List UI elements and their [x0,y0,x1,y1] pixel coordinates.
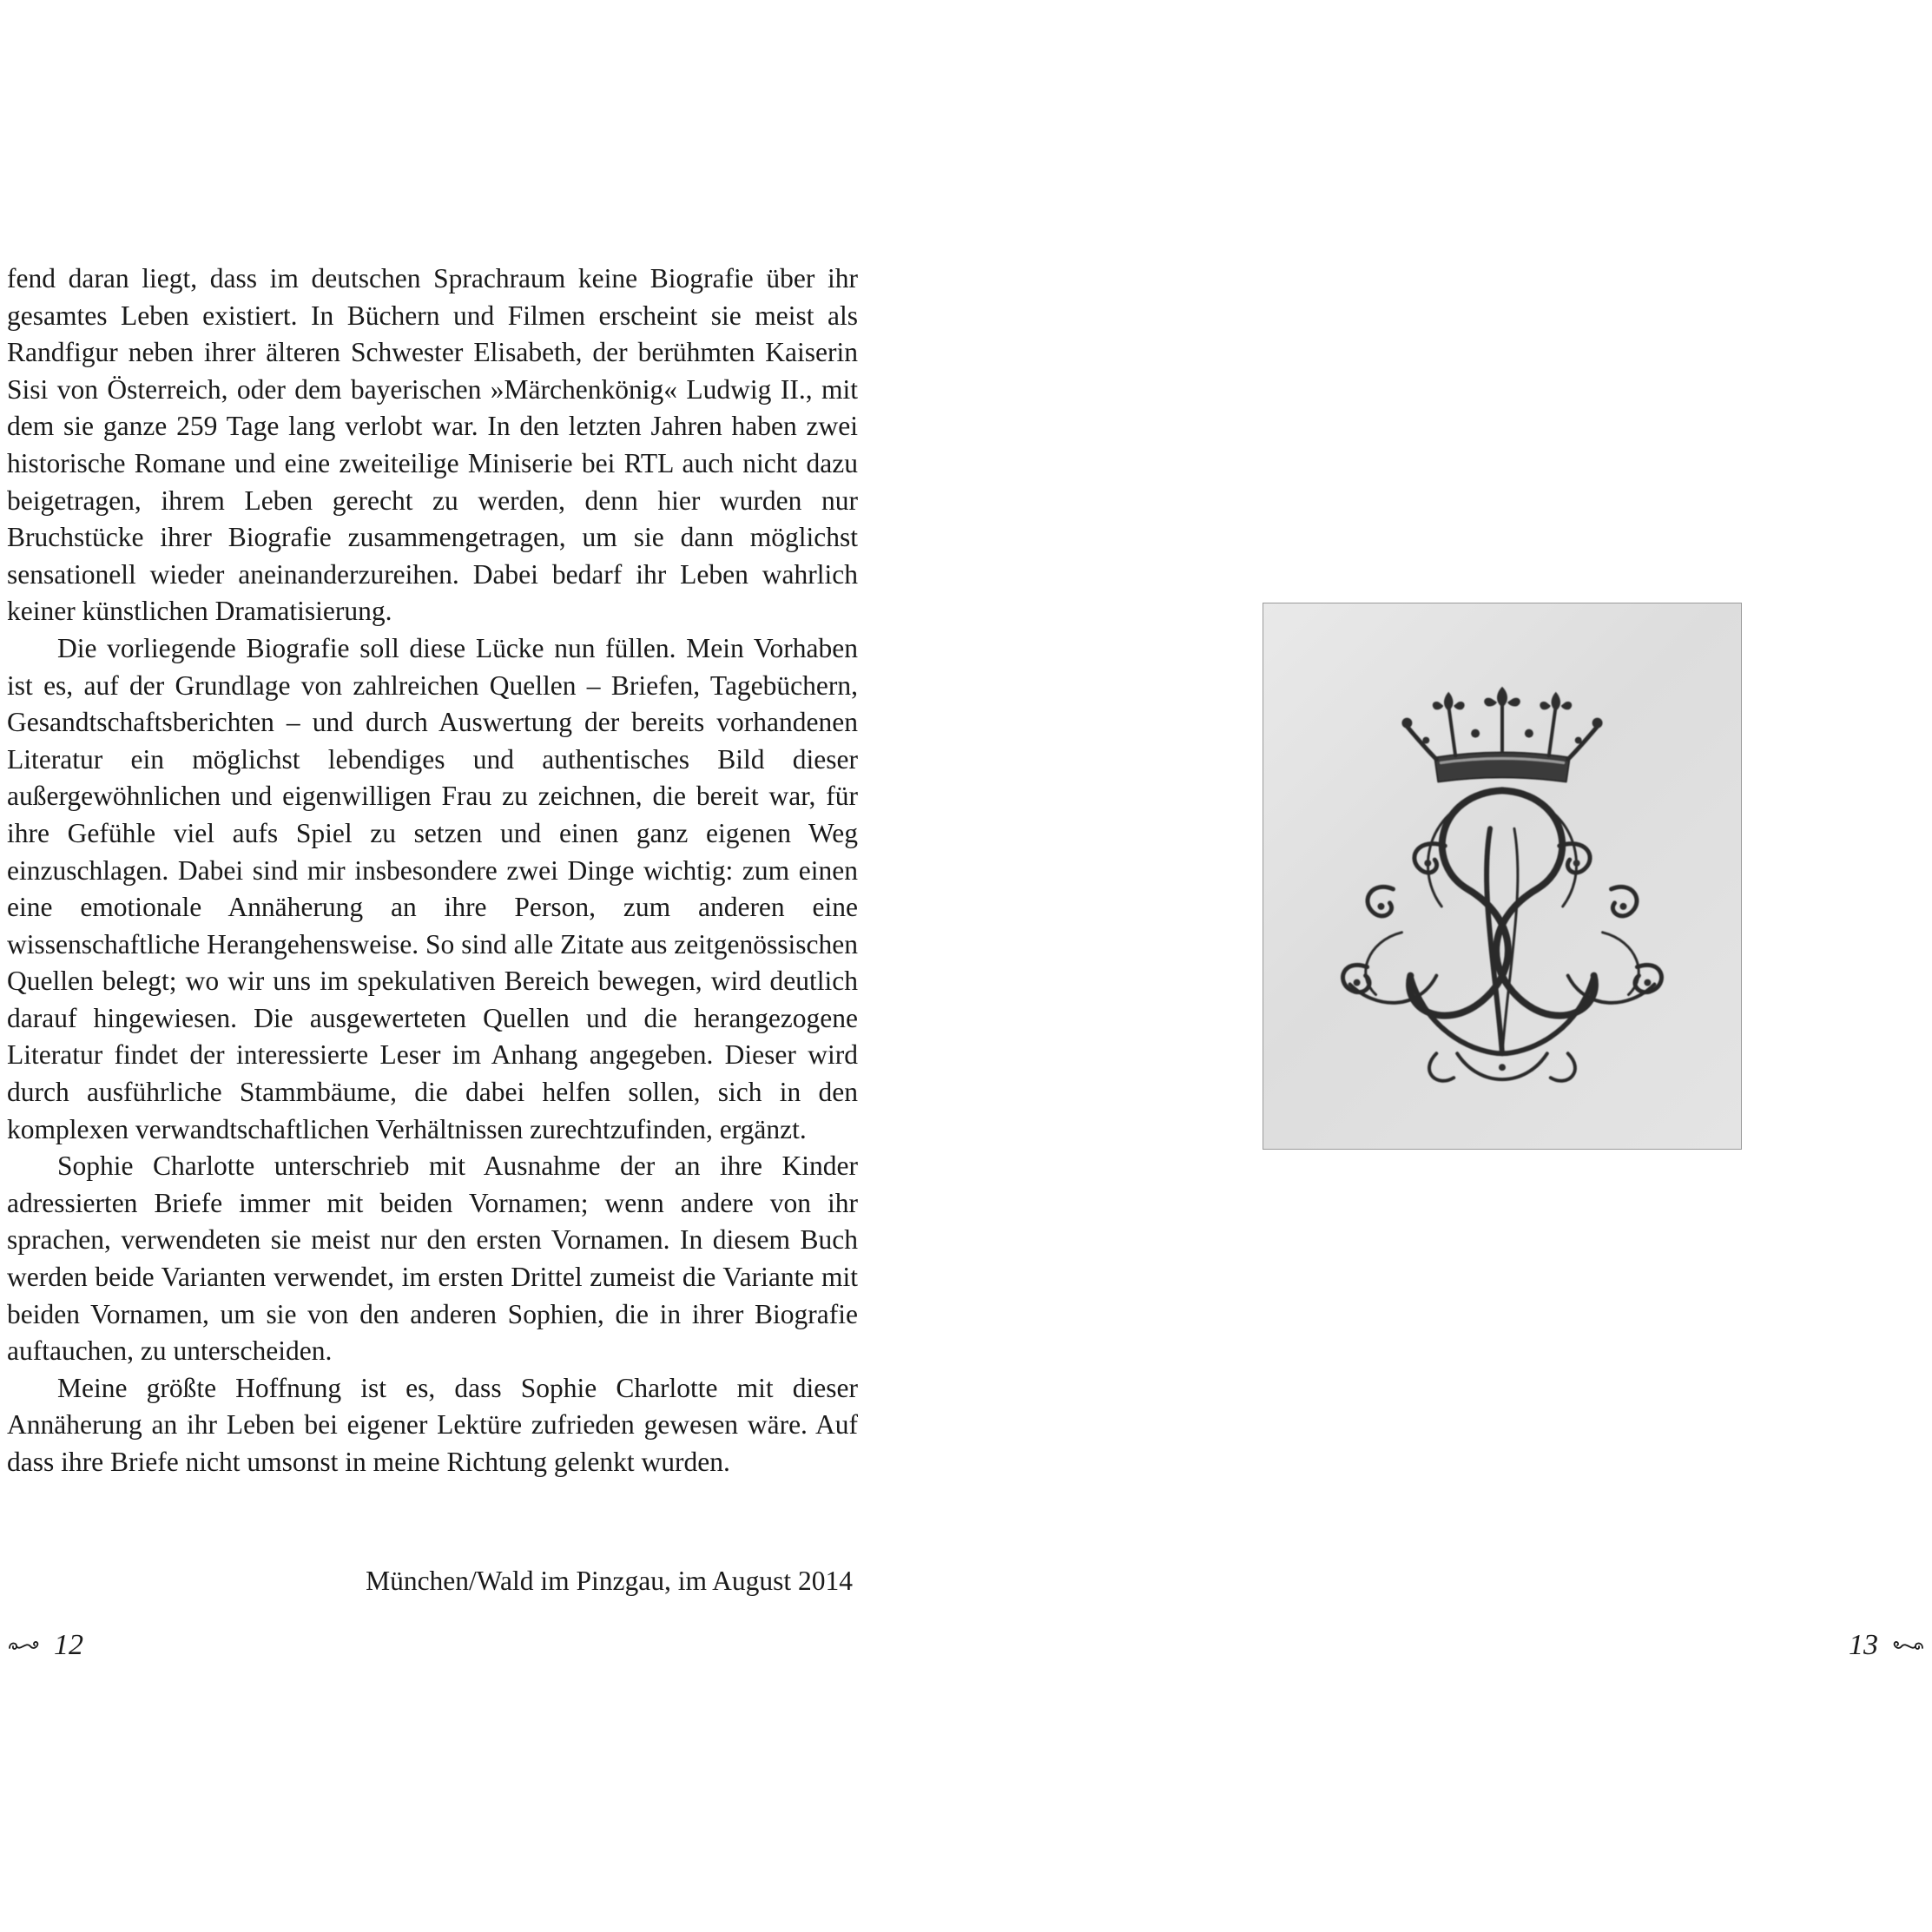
folio-left [7,1628,83,1663]
paragraph-2: Die vorliegende Biografie soll diese Lücke nun füllen. Mein Vorhaben ist es, auf der Grundlage von zahlreichen Quellen – Briefen, Tagebüchern, Gesandtschaftsberichten – und durch Auswertung der bereits vorhandenen Literatur ein möglichst lebendiges und authentisches Bild dieser außergewöhnlichen und eigenwilligen Frau zu zeichnen, die bereit war, für ihre Gefühle viel aufs Spiel zu setzen und einen ganz eigenen Weg einzuschlagen. Dabei sind mir insbesondere zwei Dinge wichtig: zum einen eine emotionale Annäherung an ihre Person, zum anderen eine wissenschaftliche Herangehensweise. So sind alle Zitate aus zeitgenössischen Quellen belegt; wo wir uns im spekulativen Bereich bewegen, wird deutlich darauf hingewiesen. Die ausgewerteten Quellen und die herangezogene Literatur findet der interessierte Leser im Anhang angegeben. Dieser wird durch ausführliche Stammbäume, die dabei helfen sollen, sich in den komplexen verwandtschaftlichen Verhältnissen zurechtzufinden, ergänzt. [7,632,858,1144]
folio-right [1849,1628,1925,1663]
monogram-figure [1263,603,1742,1150]
paragraph-1: fend daran liegt, dass im deutschen Sprachraum keine Biografie über ihr gesamtes Leben existiert. In Büchern und Filmen erscheint sie meist als Randfigur neben ihrer älteren Schwester Elisabeth, der berühmten Kaiserin Sisi von Österreich, oder dem bayerischen »Märchenkönig« Ludwig II., mit dem sie ganze 259 Tage lang verlobt war. In den letzten Jahren haben zwei historische Romane und eine zweiteilige Miniserie bei RTL auch nicht dazu beigetragen, ihrem Leben gerecht zu werden, denn hier wurden nur Bruchstücke ihrer Biografie zusammengetragen, um sie dann möglichst sensationell wieder aneinanderzureihen. Dabei bedarf ihr Leben wahrlich keiner künstlichen Dramatisierung. [7,263,858,627]
crowned-monogram-icon [1263,603,1741,1149]
paragraph-3: Sophie Charlotte unterschrieb mit Ausnahme der an ihre Kinder adressierten Briefe immer mit beiden Vornamen; wenn andere von ihr sprachen, verwendeten sie meist nur den ersten Vornamen. In diesem Buch werden beide Varianten verwendet, im ersten Drittel zumeist die Variante mit beiden Vornamen, um sie von den anderen Sophien, die in ihrer Biografie auftauchen, zu unterscheiden. [7,1151,858,1367]
place-date-signature: München/Wald im Pinzgau, im August 2014 [366,1566,853,1596]
page-number-right: 13 [1849,1629,1878,1661]
paragraph-4: Meine größte Hoffnung ist es, dass Sophie Charlotte mit dieser Annäherung an ihr Leben bei eigener Lektüre zufrieden gewesen wäre. Auf dass ihre Briefe nicht umsonst in meine Richtung gelenkt wurden. [7,1372,858,1477]
scroll-ornament-icon [7,1638,42,1653]
scroll-ornament-icon [1890,1638,1925,1653]
left-page-text [7,260,858,1481]
page-number-left: 12 [54,1629,83,1661]
